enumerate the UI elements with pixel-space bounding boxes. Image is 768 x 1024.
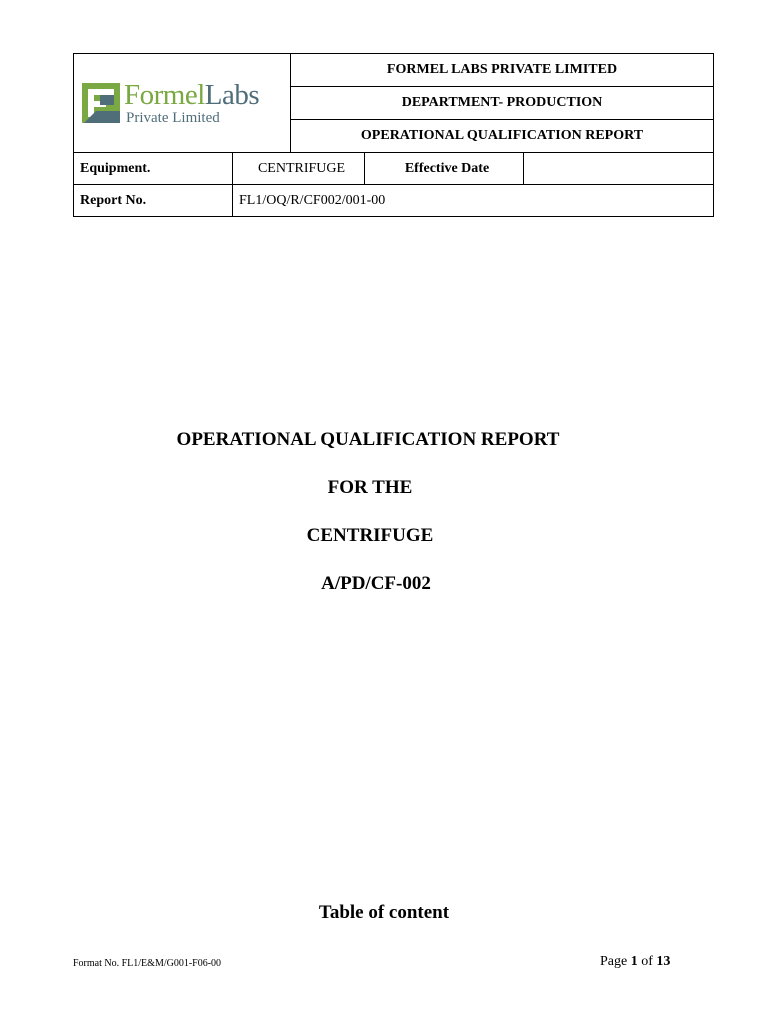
format-number: Format No. FL1/E&M/G001-F06-00 <box>73 958 222 969</box>
logo-subtitle: Private Limited <box>126 109 220 126</box>
main-title-line2: FOR THE <box>327 477 413 498</box>
toc-heading: Table of content <box>318 902 450 923</box>
main-title-line4: A/PD/CF-002 <box>321 573 431 594</box>
company-logo <box>74 78 290 126</box>
effective-date-value <box>524 153 714 185</box>
department: DEPARTMENT- PRODUCTION <box>291 87 714 120</box>
main-title-line3: CENTRIFUGE <box>306 525 434 546</box>
effective-date-label: Effective Date <box>365 153 524 185</box>
report-no-label: Report No. <box>74 185 233 217</box>
company-name: FORMEL LABS PRIVATE LIMITED <box>291 54 714 87</box>
logo-cell <box>74 54 291 153</box>
formel-logo-icon <box>82 83 120 123</box>
report-no-value: FL1/OQ/R/CF002/001-00 <box>233 185 714 217</box>
document-header-table <box>73 53 714 217</box>
logo-name: FormelLabs <box>124 78 260 111</box>
equipment-value: CENTRIFUGE <box>233 153 365 185</box>
report-title-header: OPERATIONAL QUALIFICATION REPORT <box>291 120 714 153</box>
main-title-line1: OPERATIONAL QUALIFICATION REPORT <box>176 429 560 450</box>
equipment-label: Equipment. <box>74 153 233 185</box>
page-number: Page 1 of 13 <box>600 954 671 969</box>
